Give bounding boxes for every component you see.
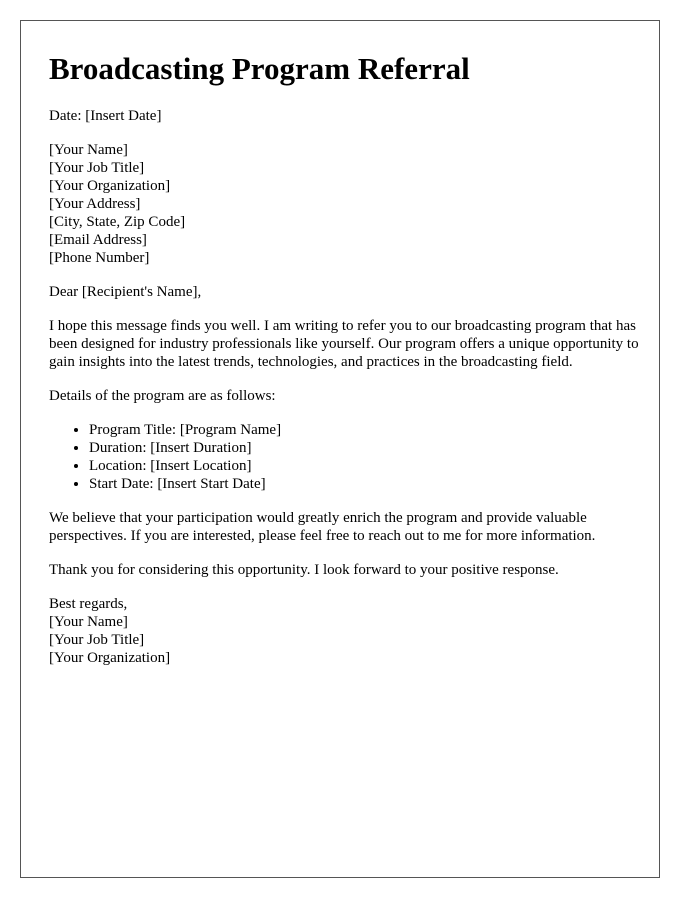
closing-block bbox=[49, 595, 639, 667]
program-details-list bbox=[49, 421, 639, 493]
letter-title: Broadcasting Program Referral bbox=[49, 51, 470, 86]
details-intro: Details of the program are as follows: bbox=[49, 388, 276, 404]
sender-name: [Your Name] bbox=[49, 142, 128, 158]
letter-content bbox=[49, 49, 639, 667]
list-item: • Start Date: [Insert Start Date] bbox=[89, 475, 639, 493]
sender-organization: [Your Organization] bbox=[49, 178, 171, 194]
sender-city-state-zip: [City, State, Zip Code] bbox=[49, 214, 186, 230]
sender-job-title: [Your Job Title] bbox=[49, 160, 145, 176]
signature-organization: [Your Organization] bbox=[49, 650, 171, 666]
signature-job-title: [Your Job Title] bbox=[49, 632, 145, 648]
list-item: • Program Title: [Program Name] bbox=[89, 421, 639, 439]
list-item: • Location: [Insert Location] bbox=[89, 457, 639, 475]
letter-page bbox=[20, 20, 660, 878]
list-item: • Duration: [Insert Duration] bbox=[89, 439, 639, 457]
thanks-paragraph: Thank you for considering this opportunity. I look forward to your positive response. bbox=[49, 562, 559, 578]
sender-phone: [Phone Number] bbox=[49, 250, 150, 266]
closing-phrase: Best regards, bbox=[49, 596, 128, 612]
sender-email: [Email Address] bbox=[49, 232, 147, 248]
sender-block bbox=[49, 141, 639, 267]
signature-name: [Your Name] bbox=[49, 614, 128, 630]
intro-paragraph: I hope this message finds you well. I am writing to refer you to our broadcasting program that has been designed for industry professionals like yourself. Our program offers a unique opportunity to gain insights into the latest trends, technologies, and practices in the broadcasting field. bbox=[49, 318, 639, 370]
sender-address: [Your Address] bbox=[49, 196, 141, 212]
salutation: Dear [Recipient's Name], bbox=[49, 284, 202, 300]
participation-paragraph: We believe that your participation would greatly enrich the program and provide valuable perspectives. If you are interested, please feel free to reach out to me for more information. bbox=[49, 510, 596, 544]
date-line: Date: [Insert Date] bbox=[49, 108, 162, 124]
